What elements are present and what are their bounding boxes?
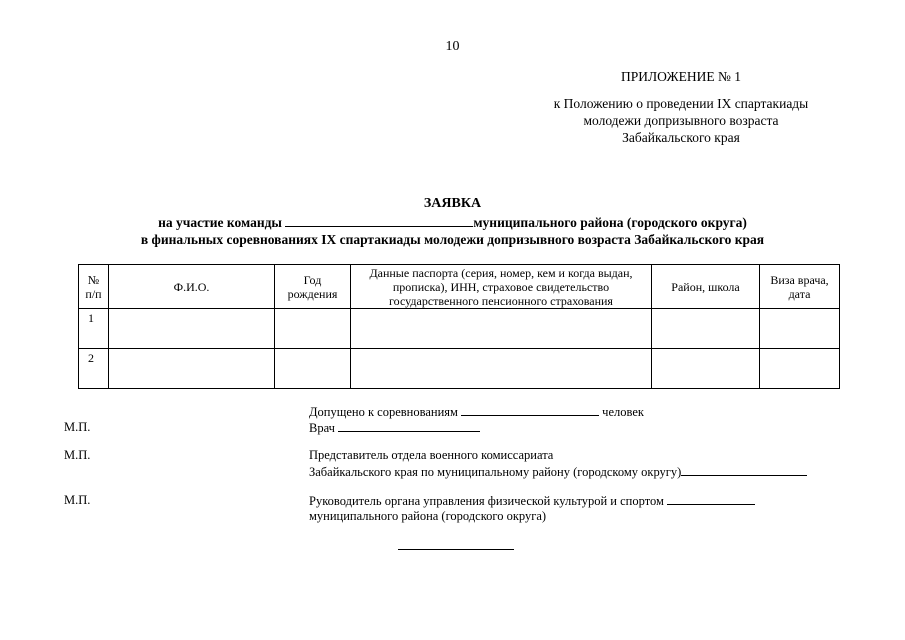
header-passport: Данные паспорта (серия, номер, кем и когда выдан, прописка), ИНН, страховое свидетельство государственного пенсионного страхования <box>351 265 652 309</box>
table-row <box>79 349 840 389</box>
sport-line-1 <box>309 492 755 509</box>
stamp-label: М.П. <box>64 448 91 462</box>
cell-district <box>652 309 760 349</box>
appendix-line-3: Забайкальского края <box>622 130 740 145</box>
row-number: 1 <box>79 309 109 349</box>
header-district: Район, школа <box>652 265 760 309</box>
table-header-row <box>79 265 840 309</box>
header-num: № п/п <box>79 265 109 309</box>
team-blank <box>285 214 473 227</box>
sport-line-2: муниципального района (городского округа) <box>309 509 547 523</box>
applicants-table <box>78 264 840 389</box>
stamp-label: М.П. <box>64 420 91 434</box>
doctor-label: Врач <box>309 421 335 435</box>
military-label: Забайкальского края по муниципальному району (городскому округу) <box>309 465 682 479</box>
sport-label: Руководитель органа управления физической культурой и спортом <box>309 494 664 508</box>
header-birth-year: Год рождения <box>275 265 351 309</box>
document-subtitle-line-1 <box>0 214 905 231</box>
cell-name <box>109 349 275 389</box>
row-number: 2 <box>79 349 109 389</box>
cell-birth-year <box>275 349 351 389</box>
team-prefix: на участие команды <box>158 215 286 230</box>
cell-doctor-visa <box>760 349 840 389</box>
sport-signature-blank <box>667 492 755 505</box>
cell-doctor-visa <box>760 309 840 349</box>
military-signature-blank <box>681 463 807 476</box>
admitted-prefix: Допущено к соревнованиям <box>309 405 458 419</box>
military-line-1: Представитель отдела военного комиссариата <box>309 448 554 462</box>
cell-district <box>652 349 760 389</box>
stamp-label: М.П. <box>64 493 91 507</box>
military-line-2 <box>309 463 807 480</box>
appendix-line-1: к Положению о проведении IX спартакиады <box>553 96 809 111</box>
cell-name <box>109 309 275 349</box>
admitted-suffix: человек <box>602 405 644 419</box>
cell-passport <box>351 349 652 389</box>
cell-passport <box>351 309 652 349</box>
team-suffix: муниципального района (городского округа) <box>473 215 747 230</box>
admitted-line <box>309 403 644 420</box>
appendix-title: ПРИЛОЖЕНИЕ № 1 <box>620 69 742 84</box>
document-subtitle-line-2: в финальных соревнованиях IX спартакиады молодежи допризывного возраста Забайкальского края <box>140 232 765 247</box>
admitted-count-blank <box>461 403 599 416</box>
page-number: 10 <box>445 39 460 54</box>
document-title: ЗАЯВКА <box>423 196 482 211</box>
header-name: Ф.И.О. <box>109 265 275 309</box>
table-row <box>79 309 840 349</box>
appendix-line-2: молодежи допризывного возраста <box>583 113 779 128</box>
signature-line <box>398 549 514 550</box>
cell-birth-year <box>275 309 351 349</box>
doctor-line <box>309 419 480 436</box>
doctor-signature-blank <box>338 419 480 432</box>
header-doctor-visa: Виза врача, дата <box>760 265 840 309</box>
